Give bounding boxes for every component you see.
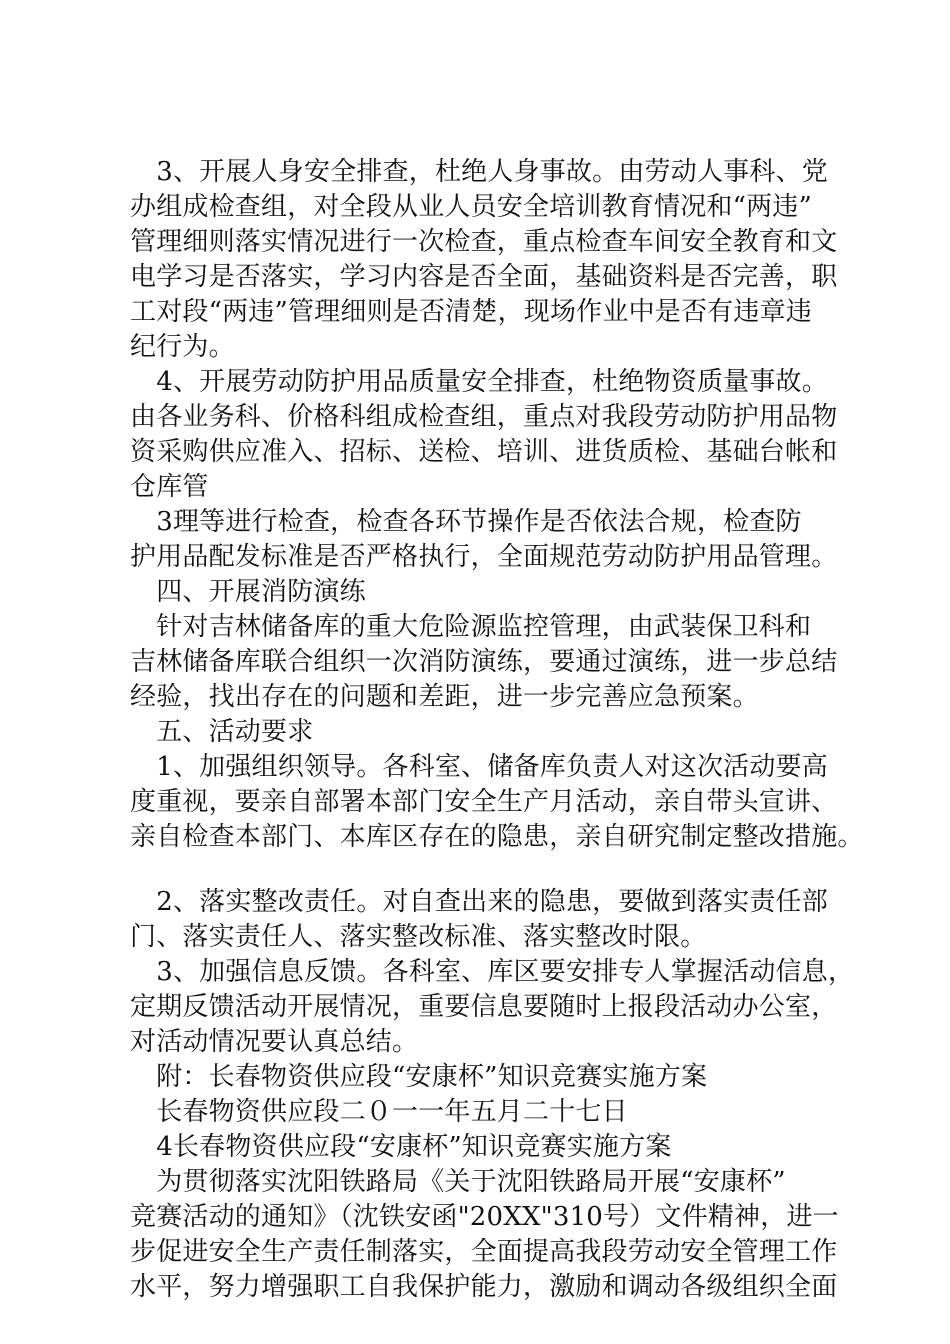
text-line: 吉林储备库联合组织一次消防演练，要通过演练，进一步总结 <box>130 647 838 677</box>
text-line: 针对吉林储备库的重大危险源监控管理，由武装保卫科和 <box>130 612 812 642</box>
text-line: 水平，努力增强职工自我保护能力，激励和调动各级组织全面 <box>130 1272 838 1302</box>
text-line: 门、落实责任人、落实整改标准、落实整改时限。 <box>130 922 707 952</box>
subtitle-line: 4长春物资供应段“安康杯”知识竞赛实施方案 <box>130 1132 672 1162</box>
text-line: 步促进安全生产责任制落实，全面提高我段劳动安全管理工作 <box>130 1237 838 1267</box>
text-line: 经验，找出存在的问题和差距，进一步完善应急预案。 <box>130 682 759 712</box>
text-line: 工对段“两违”管理细则是否清楚，现场作业中是否有违章违 <box>130 297 812 327</box>
signature-date-line: 长春物资供应段二０一一年五月二十七日 <box>130 1097 628 1127</box>
text-line: 管理细则落实情况进行一次检查，重点检查车间安全教育和文 <box>130 227 838 257</box>
text-line: 度重视，要亲自部署本部门安全生产月活动，亲自带头宣讲、 <box>130 787 838 817</box>
text-line: 为贯彻落实沈阳铁路局《关于沈阳铁路局开展“安康杯” <box>130 1167 786 1197</box>
text-line: 3理等进行检查，检查各环节操作是否依法合规，检查防 <box>130 507 802 537</box>
text-line: 护用品配发标准是否严格执行，全面规范劳动防护用品管理。 <box>130 542 838 572</box>
text-line: 竞赛活动的通知》（沈铁安函"20XX"310号）文件精神，进一 <box>130 1202 839 1232</box>
text-line: 仓库管 <box>130 472 209 502</box>
text-line: 资采购供应准入、招标、送检、培训、进货质检、基础台帐和 <box>130 437 838 467</box>
text-line: 3、加强信息反馈。各科室、库区要安排专人掌握活动信息， <box>130 957 855 987</box>
text-line: 亲自检查本部门、本库区存在的隐患，亲自研究制定整改措施。 <box>130 822 864 852</box>
text-line: 办组成检查组，对全段从业人员安全培训教育情况和“两违” <box>130 192 812 222</box>
text-line: 电学习是否落实，学习内容是否全面，基础资料是否完善，职 <box>130 262 838 292</box>
attachment-line: 附：长春物资供应段“安康杯”知识竞赛实施方案 <box>130 1062 708 1092</box>
section-heading: 五、活动要求 <box>130 717 314 747</box>
text-line: 由各业务科、价格科组成检查组，重点对我段劳动防护用品物 <box>130 402 838 432</box>
text-line: 3、开展人身安全排查，杜绝人身事故。由劳动人事科、党 <box>130 157 828 187</box>
section-heading: 四、开展消防演练 <box>130 577 366 607</box>
text-line: 2、落实整改责任。对自查出来的隐患，要做到落实责任部 <box>130 887 828 917</box>
text-line: 定期反馈活动开展情况，重要信息要随时上报段活动办公室， <box>130 992 838 1022</box>
text-line: 对活动情况要认真总结。 <box>130 1027 419 1057</box>
text-line: 纪行为。 <box>130 332 235 362</box>
text-line: 4、开展劳动防护用品质量安全排查，杜绝物资质量事故。 <box>130 367 828 397</box>
text-line: 1、加强组织领导。各科室、储备库负责人对这次活动要高 <box>130 752 828 782</box>
